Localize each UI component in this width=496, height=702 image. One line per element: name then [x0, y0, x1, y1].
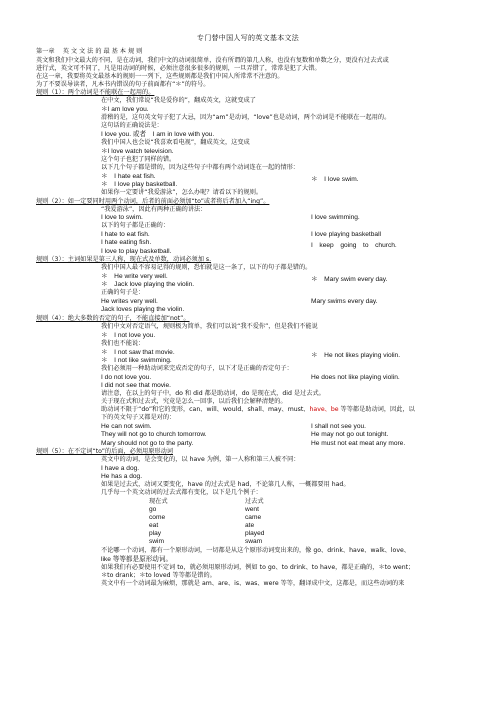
rule-2-example: I love swimming. [311, 214, 360, 221]
table-cell: went [245, 506, 259, 513]
page-title: 专门替中国人写的英文基本文法 [196, 34, 300, 42]
rule-5-line: 英文中的动词，是会变化的，以 have 为例，第一人称和第三人被不同： [101, 456, 300, 463]
table-cell: come [149, 514, 166, 521]
rule-2-line: 以下的句子都是正确的： [101, 222, 170, 229]
rule-4-example: He may not go out tonight. [311, 431, 389, 438]
rule-4-example: I shall not see you. [311, 423, 366, 430]
rule-4-example: Mary should not go to the party. [101, 440, 194, 447]
rule-1-line: 以下几个句子都是错的，因为这些句子中都有两个动词连在一起的情形： [101, 164, 299, 171]
rule-4-example: He can not swim. [101, 423, 152, 430]
rule-4-correct: I do not love you. [101, 374, 152, 381]
rule-4-line: ＊ I not like swimming. [101, 357, 172, 364]
rule-4-line: 下的英文句子又都是对的： [101, 414, 176, 421]
rule-4-line: ＊ I not love you. [101, 332, 156, 339]
rule-3-correct: He writes very well. [101, 298, 158, 305]
rule-1-line: 在中文，我们常说“我是爱你的”，翻成英文，这就变成了 [101, 97, 256, 104]
rule-5-tail: 英文中有一个动词最为麻烦，那就是 am、are、is、was、were 等等，翻译成中文，这都是，而这些动词的来 [101, 580, 405, 587]
rule-3-correct-label: 正确的句子是： [101, 289, 145, 296]
rule-3-correct: Mary swims every day. [311, 298, 378, 305]
chapter-heading: 第一章 英 文 文 法 的 最 基 本 规 则 [36, 48, 143, 55]
rule-3-wrong: ＊ He write very well. [101, 273, 168, 280]
rule-1-wrong: ＊ I hate eat fish. [101, 173, 156, 180]
rule-3-line: 我们中国人最不容易记得的规则，恐怕就是这一条了，以下的句子都是错的。 [101, 264, 312, 271]
rule-5-tail: 不论哪一个动词，都有一个原形动词，一切都是从这个原形动词变出来的，像 go、drink、have、walk、love、 [101, 547, 410, 554]
table-cell: ate [245, 522, 255, 529]
rule-1-line: 我们中国人也会说“我喜欢看电视”，翻成英文，这变成 [101, 139, 250, 146]
rule-4-example: He must not eat meat any more. [311, 440, 406, 447]
rule-5-tail: like 等等都是原形动词。 [101, 556, 173, 563]
aux-text-b: 等等都是助动词，因此，以 [338, 406, 415, 413]
rule-4-correct: He does not like playing violin. [311, 374, 400, 381]
rule-4-example: They will not go to church tomorrow. [101, 431, 207, 438]
table-cell: go [149, 506, 157, 513]
rule-4-heading: 规则（4）：绝大多数的否定的句子，不能直接加“not”。 [36, 315, 190, 322]
rule-2-example: I love playing basketball [311, 231, 382, 238]
rule-1-line: 这个句子也犯了同样的错。 [101, 156, 176, 163]
rule-1-line: 滑稽的是，这句英文句子犯了大忌，因为“am”是动词，“love”也是动词，两个动词是不能联在一起用的。 [101, 114, 391, 121]
rule-4-aux-line [101, 406, 415, 413]
rule-2-line: “我爱游泳”，因此有两种正确的讲法： [101, 206, 207, 213]
rule-5-tail: 如果我们有必要使用不定词 to，就必须用原形动词，例如 to go、to drink、to have，都是正确的，＊to went； [101, 564, 415, 571]
intro-line: 进行式，英文可不同了，凡是用动词的时候，必须注意很多很多的规则，一旦弄错了，常常是犯了大错。 [36, 65, 321, 72]
rule-1-line: ＊I am love you. [101, 106, 149, 113]
rule-2-example: I hate to eat fish. [101, 231, 150, 238]
rule-5-line: I have a dog. [101, 465, 140, 472]
rule-1-line: I love you. 或者 I am in love with you. [101, 131, 215, 138]
rule-4-line: 关于现在式和过去式，究竟是怎么一回事，以后我们会解释清楚的。 [101, 398, 287, 405]
rule-5-line: 如果是过去式，动词又要变化，have 的过去式是 had，不论第几人称，一概都要用 had。 [101, 481, 350, 488]
rule-3-wrong: ＊ Mary swim every day. [311, 276, 388, 283]
rule-4-line: I did not see that movie. [101, 382, 172, 389]
rule-4-wrong: ＊ He not likes playing violin. [311, 352, 401, 359]
rule-5-line: 几乎每一个英文动词的过去式都有变化，以下是几个例子： [101, 489, 262, 496]
rule-3-wrong: ＊ Jack love playing the violin. [101, 281, 195, 288]
rule-3-heading: 规则（3）：主词如果是第三人称，现在式及单数，动词必须加 s. [36, 256, 212, 263]
rule-2-example: I love to swim. [101, 214, 143, 221]
rule-4-line: 我们必须用一种助动词来完成否定的句子，以下才是正确的否定句子： [101, 365, 293, 372]
rule-5-tail: ＊to drank；＊to loved 等等都是错的。 [101, 572, 216, 579]
intro-line: 英文和我们中文最大的不同，是在动词，我们中文的动词很简单，没有所谓的第几人称，也没有复数和单数之分，更没有过去式或 [36, 57, 389, 64]
rule-1-wrong: ＊ I love play basketball. [101, 181, 178, 188]
table-cell: came [245, 514, 262, 521]
rule-2-example: I keep going to church. [311, 242, 397, 249]
rule-2-heading: 规则（2）：如一定要同时用两个动词，后者的前面必须加“to”或者将后者加入“ing”。 [36, 198, 270, 205]
rule-1-wrong: ＊ I love swim. [311, 176, 359, 183]
rule-4-wrong: ＊ I not saw that movie. [101, 349, 175, 356]
table-cell: eat [149, 522, 159, 529]
table-cell: played [245, 530, 265, 537]
rule-1-line: 这句话的正确说法是： [101, 122, 163, 129]
table-header-past: 过去式 [245, 498, 264, 505]
intro-line: 在这一章，我要将英文最基本的规则一一列下，这些规则都是我们中国人所常常不注意的。 [36, 73, 284, 80]
aux-red-text: have、be [309, 406, 339, 413]
aux-text-a: 助动词不限于“do”和它的变形，can、will、would、shall、may、must、 [101, 406, 310, 413]
rule-1-line: ＊I love watch television. [101, 148, 174, 155]
rule-4-line: 我们也不能说： [101, 340, 145, 347]
rule-1-question: 如果你一定要讲“我爱游泳”，怎么办呢？请看以下的规则。 [101, 189, 263, 196]
rule-2-example: I hate eating fish. [101, 239, 152, 246]
rule-4-line: 我们中文对否定语气，规则极为简单，我们可以说“我不爱你”，但是我们不能说 [101, 323, 318, 330]
rule-5-heading: 规则（5）：在不定词“to”的后面，必须用原形动词 [36, 448, 173, 455]
rule-2-example: I love to play basketball. [101, 248, 172, 255]
table-cell: play [149, 530, 162, 537]
table-cell: swim [149, 538, 165, 545]
table-header-present: 现在式 [149, 498, 168, 505]
table-cell: swam [245, 538, 263, 545]
rule-5-line: He has a dog. [101, 473, 143, 480]
rule-1-heading: 规则（1）：两个动词是不能联在一起用的。 [36, 89, 155, 96]
intro-line: 为了不要误导读者，凡本书内错误的句子前面都有“＊”的符号。 [36, 81, 210, 88]
rule-4-line: 请注意，在以上的句子中，do 和 did 都是助动词，do 是现在式，did 是过去式。 [101, 390, 325, 397]
rule-3-correct: Jack loves playing the violin. [101, 306, 185, 313]
